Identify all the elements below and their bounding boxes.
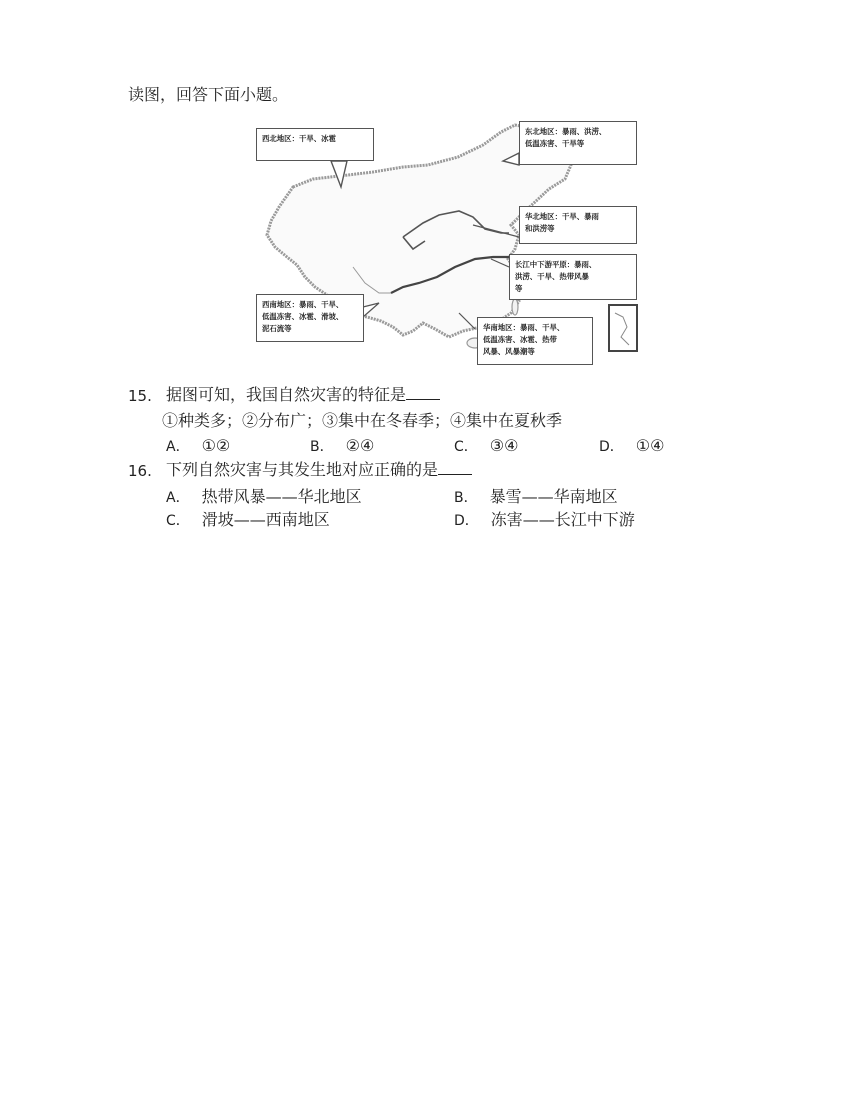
question-number: 16. — [128, 462, 152, 480]
option-a[interactable]: A． ①② — [166, 436, 231, 455]
statement-list: ①种类多；②分布广；③集中在冬春季；④集中在夏秋季 — [162, 411, 563, 430]
taiwan-island — [512, 299, 518, 315]
option-d[interactable]: D． ①④ — [599, 436, 665, 455]
question-number: 15. — [128, 387, 152, 405]
china-disaster-map — [253, 117, 641, 369]
question-stem: 下列自然灾害与其发生地对应正确的是 — [166, 459, 472, 481]
option-c[interactable]: C． ③④ — [454, 436, 519, 455]
answer-blank[interactable] — [406, 384, 440, 400]
callout-north-china: 华北地区：干旱、暴雨 和洪涝等 — [519, 206, 637, 244]
callout-yangtze: 长江中下游平原：暴雨、 洪涝、干旱、热带风暴 等 — [509, 254, 637, 300]
reading-instruction: 读图，回答下面小题。 — [128, 85, 289, 104]
option-d[interactable]: D． 冻害——长江中下游 — [454, 510, 635, 529]
option-c[interactable]: C． 滑坡——西南地区 — [166, 510, 330, 529]
answer-blank[interactable] — [438, 459, 472, 475]
callout-northwest: 西北地区：干旱、冰雹 — [256, 128, 374, 161]
south-sea-inset — [609, 305, 637, 351]
question-stem: 据图可知，我国自然灾害的特征是 — [166, 384, 440, 406]
callout-southwest: 西南地区：暴雨、干旱、 低温冻害、冰雹、滑坡、 泥石流等 — [256, 294, 364, 342]
callout-south-china: 华南地区：暴雨、干旱、 低温冻害、冰雹、热带 风暴、风暴潮等 — [477, 317, 593, 365]
option-a[interactable]: A． 热带风暴——华北地区 — [166, 487, 362, 506]
option-b[interactable]: B． ②④ — [310, 436, 375, 455]
option-b[interactable]: B． 暴雪——华南地区 — [454, 487, 618, 506]
callout-northeast: 东北地区：暴雨、洪涝、 低温冻害、干旱等 — [519, 121, 637, 165]
